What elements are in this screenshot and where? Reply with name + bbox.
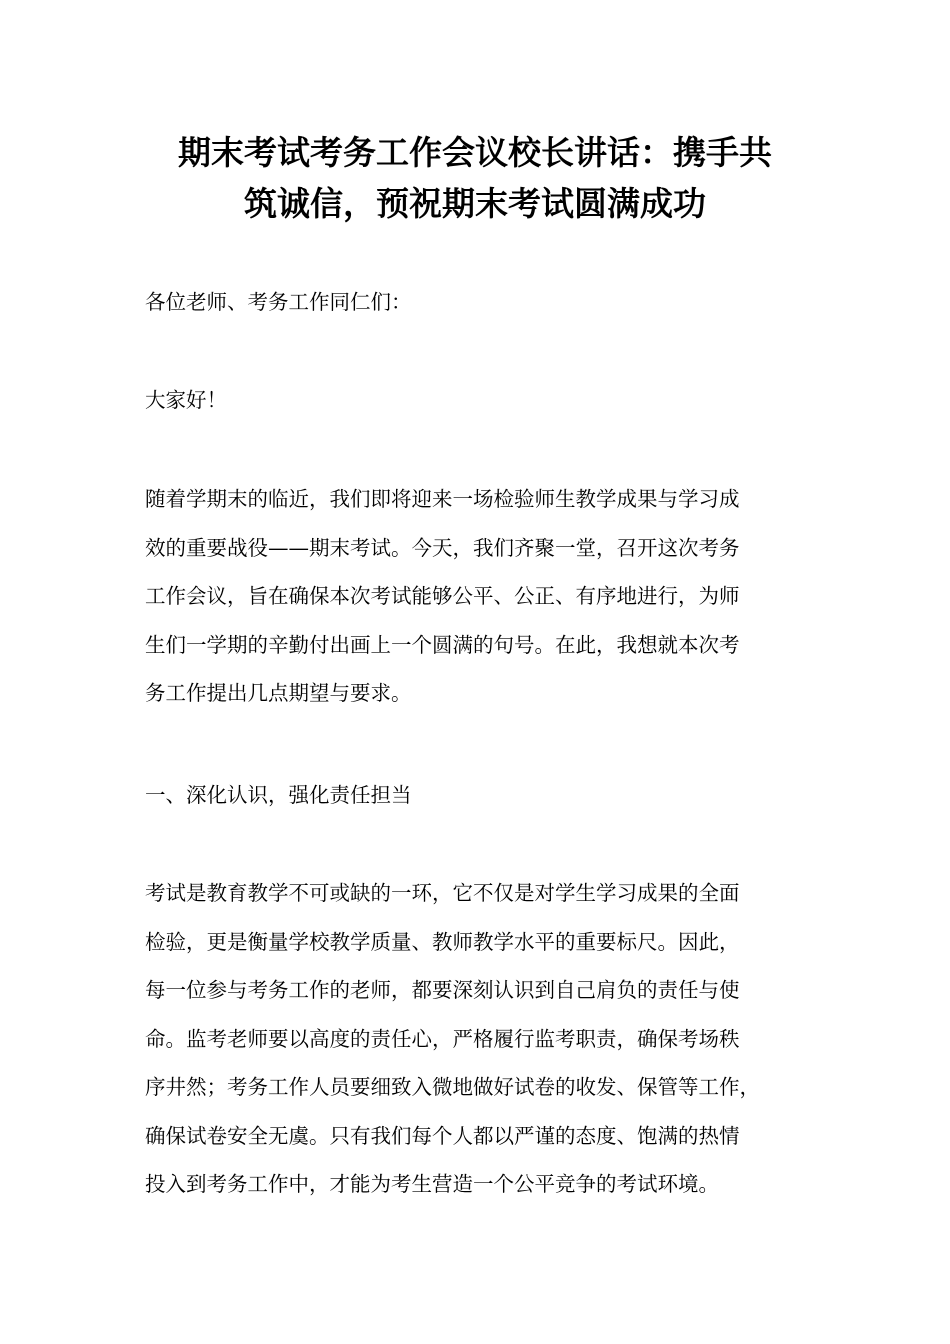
intro-line-5: 务工作提出几点期望与要求。 xyxy=(145,681,412,705)
section-1-line-4: 命。监考老师要以高度的责任心，严格履行监考职责，确保考场秩 xyxy=(145,1026,740,1051)
section-1-paragraph xyxy=(145,869,825,1209)
document-title-line-2: 筑诚信，预祝期末考试圆满成功 xyxy=(244,184,706,223)
intro-line-2: 效的重要战役——期末考试。今天，我们齐聚一堂，召开这次考务 xyxy=(145,535,740,560)
document-title-line-1: 期末考试考务工作会议校长讲话：携手共 xyxy=(178,133,772,172)
intro-line-3: 工作会议，旨在确保本次考试能够公平、公正、有序地进行，为师 xyxy=(145,584,740,608)
intro-line-1: 随着学期末的临近，我们即将迎来一场检验师生教学成果与学习成 xyxy=(145,487,740,511)
section-heading-1: 一、深化认识，强化责任担当 xyxy=(145,783,412,807)
section-1-line-3: 每一位参与考务工作的老师，都要深刻认识到自己肩负的责任与使 xyxy=(145,978,740,1002)
section-1-line-2: 检验，更是衡量学校教学质量、教师教学水平的重要标尺。因此， xyxy=(145,929,740,954)
greeting: 大家好！ xyxy=(145,388,227,412)
section-1-line-7: 投入到考务工作中，才能为考生营造一个公平竞争的考试环境。 xyxy=(145,1172,719,1196)
section-1-line-1: 考试是教育教学不可或缺的一环，它不仅是对学生学习成果的全面 xyxy=(145,881,740,905)
salutation: 各位老师、考务工作同仁们： xyxy=(145,290,412,314)
section-1-line-6: 确保试卷安全无虞。只有我们每个人都以严谨的态度、饱满的热情 xyxy=(145,1123,740,1148)
section-1-line-5: 序井然；考务工作人员要细致入微地做好试卷的收发、保管等工作， xyxy=(145,1075,760,1099)
intro-line-4: 生们一学期的辛勤付出画上一个圆满的句号。在此，我想就本次考 xyxy=(145,632,740,657)
intro-paragraph xyxy=(145,475,825,718)
